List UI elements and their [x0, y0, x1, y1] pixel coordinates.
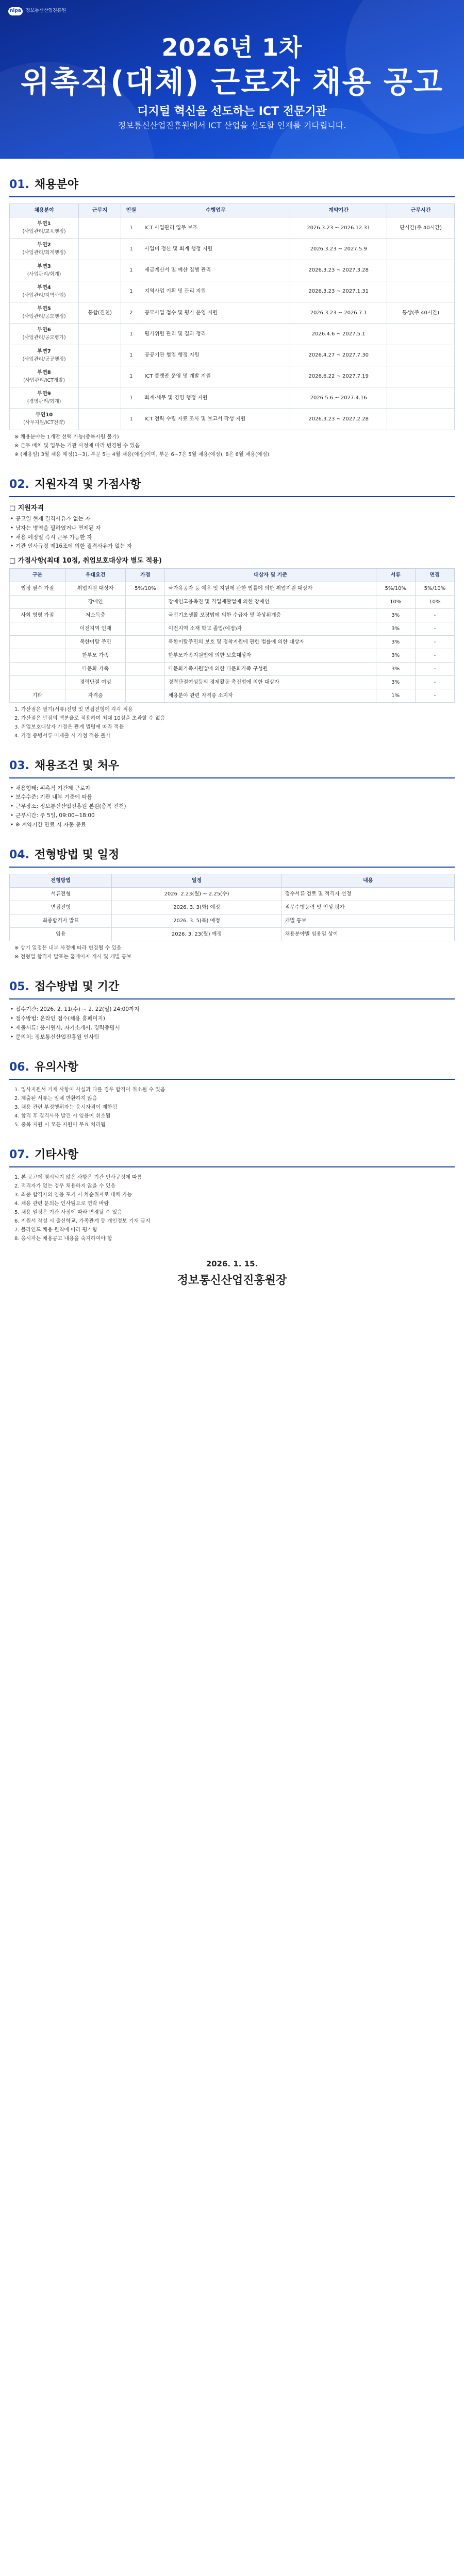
duty-cell: 공모사업 접수 및 평가 운영 지원 [141, 302, 290, 324]
bonus-itv-cell: 10% [415, 595, 454, 608]
section-number: 06. [9, 1061, 29, 1074]
section-title: 채용조건 및 처우 [34, 759, 120, 772]
note-text: 3. 취업보호대상자 가점은 관계 법령에 따라 적용 [14, 724, 124, 730]
hours-cell [387, 366, 455, 387]
period-cell: 2026.6.22 ~ 2027.7.19 [290, 366, 387, 387]
duty-cell: 공공기관 협업 행정 지원 [141, 345, 290, 366]
duty-cell: 지역사업 기획 및 관리 지원 [141, 281, 290, 302]
bonus-req-cell: 북한이탈 주민 [65, 635, 126, 649]
announcement-year: 2026년 1차 [161, 33, 303, 61]
etc-item: 3. 최종 합격자의 임용 포기 시 차순위자로 대체 가능 [14, 1192, 132, 1198]
date-cell: 2026. 3. 23(월) 예정 [112, 928, 281, 941]
table-row [10, 622, 455, 635]
etc-item: 6. 지원서 작성 시 출신학교, 가족관계 등 개인정보 기재 금지 [14, 1218, 151, 1225]
condition-item: • 근무장소: 정보통신산업진흥원 본원(충북 진천) [9, 803, 455, 811]
bonus-doc-cell: 1% [376, 689, 415, 702]
section-number: 02. [9, 478, 29, 491]
announcement-title: 위촉직(대체) 근로자 채용 공고 [21, 64, 443, 99]
etc-item: 2. 적격자가 없는 경우 채용하지 않을 수 있음 [14, 1183, 116, 1190]
position-cell [10, 260, 79, 281]
bonus-pts-cell [126, 635, 165, 649]
bonus-grp-cell: 법정 필수 가점 [10, 582, 65, 595]
column-header: 수행업무 [141, 204, 290, 217]
period-cell: 2026.3.23 ~ 2027.1.31 [290, 281, 387, 302]
table-row [10, 281, 455, 302]
recruitment-table [9, 204, 455, 430]
headcount-cell: 1 [121, 281, 141, 302]
duty-cell: 평가위원 관리 및 결과 정리 [141, 324, 290, 345]
bonus-desc-cell: 장애인고용촉진 및 직업재활법에 의한 장애인 [165, 595, 376, 608]
bonus-pts-cell [126, 595, 165, 608]
table-row [10, 409, 455, 430]
bonus-desc-cell: 채용분야 관련 자격증 소지자 [165, 689, 376, 702]
table-row [10, 345, 455, 366]
bonus-req-cell: 취업지원 대상자 [65, 582, 126, 595]
position-name: 부연5 [37, 306, 51, 312]
date-cell: 2026. 2.23(월) ~ 2.25(수) [112, 888, 281, 901]
hours-cell [387, 281, 455, 302]
position-name: 부연8 [37, 369, 51, 376]
condition-item: • 보수수준: 기관 내부 기준에 따름 [9, 793, 455, 802]
position-dept: (사업관리/공공행정) [22, 356, 66, 362]
description-cell: 개별 통보 [281, 914, 454, 928]
bonus-grp-cell [10, 635, 65, 649]
column-header: 전형방법 [10, 874, 112, 888]
table-row [10, 649, 455, 662]
duty-cell: 사업비 정산 및 회계 행정 지원 [141, 239, 290, 260]
headcount-cell: 1 [121, 409, 141, 430]
bonus-desc-cell: 국민기초생활 보장법에 의한 수급자 및 차상위계층 [165, 608, 376, 622]
position-cell [10, 345, 79, 366]
section-application [9, 978, 455, 1041]
hours-cell [387, 345, 455, 366]
location-cell [79, 345, 121, 366]
condition-item: • 근무시간: 주 5일, 09:00~18:00 [9, 812, 455, 820]
bonus-req-cell: 다문화 가족 [65, 662, 126, 675]
bonus-req-cell: 장애인 [65, 595, 126, 608]
table-row [10, 387, 455, 409]
period-cell: 2026.3.23 ~ 2027.3.28 [290, 260, 387, 281]
section-header [9, 846, 455, 868]
bonus-desc-cell: 북한이탈주민의 보호 및 정착지원에 관한 법률에 의한 대상자 [165, 635, 376, 649]
note-text: ※ (채용일) 3월 채용 예정(1~3), 부문 5는 4월 채용(예정)이며, 부문 6~7은 5월 채용(예정), 8은 6월 채용(예정) [14, 451, 270, 457]
etc-item: 8. 응시자는 채용공고 내용을 숙지하여야 함 [14, 1236, 112, 1242]
hero-caption: 정보통신산업진흥원에서 ICT 산업을 선도할 인재를 기다립니다. [118, 121, 346, 130]
duty-cell: ICT 플랫폼 운영 및 개발 지원 [141, 366, 290, 387]
bonus-pts-cell [126, 608, 165, 622]
section-title: 기타사항 [34, 1148, 78, 1162]
notice-item: 2. 제출된 서류는 일체 반환하지 않음 [14, 1096, 97, 1102]
etc-item: 7. 블라인드 채용 원칙에 따라 평가함 [14, 1227, 97, 1233]
position-dept: (사업관리/공모평가) [22, 335, 66, 341]
table-row [10, 608, 455, 622]
section-screening [9, 846, 455, 961]
schedule-table [9, 874, 455, 941]
etc-item: 4. 채용 관련 문의는 인사팀으로 연락 바람 [14, 1201, 109, 1207]
section-title: 접수방법 및 기간 [34, 980, 120, 994]
position-name: 부연2 [37, 242, 51, 248]
bonus-doc-cell: 10% [376, 595, 415, 608]
position-cell [10, 217, 79, 239]
table-row [10, 260, 455, 281]
qualification-item: • 공고일 현재 결격사유가 없는 자 [9, 515, 455, 523]
position-dept: (사업관리/공모행정) [22, 314, 66, 319]
column-header: 구분 [10, 568, 65, 582]
column-header: 채용분야 [10, 204, 79, 217]
duty-cell: 회계·세무 및 경영 행정 지원 [141, 387, 290, 409]
position-name: 부연9 [37, 391, 51, 397]
subsection-title: □ 가점사항(최대 10점, 취업보호대상자 별도 적용) [9, 557, 162, 565]
note-text: 1. 가산점은 필기(서류)전형 및 면접전형에 각각 적용 [14, 706, 133, 713]
bonus-desc-cell: 경력단절여성등의 경제활동 촉진법에 의한 대상자 [165, 675, 376, 689]
bonus-req-cell: 저소득층 [65, 608, 126, 622]
bonus-desc-cell: 국가유공자 등 예우 및 지원에 관한 법률에 의한 취업지원 대상자 [165, 582, 376, 595]
period-cell: 2026.4.6 ~ 2027.5.1 [290, 324, 387, 345]
position-cell [10, 366, 79, 387]
table-row [10, 595, 455, 608]
position-dept: (사무지원/ICT전략) [23, 420, 65, 426]
bonus-pts-cell: 5%/10% [126, 582, 165, 595]
hours-cell [387, 260, 455, 281]
hours-cell [387, 239, 455, 260]
note-text: ※ 채용분야는 1개만 선택 가능(중복지원 불가) [14, 434, 119, 440]
bonus-doc-cell: 3% [376, 662, 415, 675]
section-title: 지원자격 및 가점사항 [34, 478, 141, 491]
bonus-itv-cell: - [415, 622, 454, 635]
headcount-cell: 1 [121, 366, 141, 387]
bonus-grp-cell [10, 595, 65, 608]
table-row [10, 675, 455, 689]
notice-item: 5. 중복 지원 시 모든 지원이 무효 처리됨 [14, 1122, 106, 1128]
bonus-pts-cell [126, 675, 165, 689]
location-cell [79, 387, 121, 409]
position-cell [10, 409, 79, 430]
position-cell [10, 302, 79, 324]
hours-cell [387, 409, 455, 430]
column-header: 계약기간 [290, 204, 387, 217]
bonus-pts-cell [126, 649, 165, 662]
bonus-itv-cell: 5%/10% [415, 582, 454, 595]
logo-mark: nipa [8, 7, 23, 15]
table-row [10, 662, 455, 675]
section-header [9, 757, 455, 778]
bonus-grp-cell [10, 662, 65, 675]
footer [9, 1258, 455, 1304]
position-dept: (사업관리/교육행정) [22, 229, 66, 234]
condition-item: • ※ 계약기간 만료 시 자동 종료 [9, 821, 455, 829]
step-cell: 서류전형 [10, 888, 112, 901]
description-cell: 채용분야별 임용일 상이 [281, 928, 454, 941]
section-number: 04. [9, 849, 29, 862]
position-cell [10, 239, 79, 260]
column-header: 우대요건 [65, 568, 126, 582]
table-row [10, 324, 455, 345]
bonus-grp-cell: 기타 [10, 689, 65, 702]
bonus-pts-cell [126, 622, 165, 635]
bonus-req-cell: 경력단절 여성 [65, 675, 126, 689]
section-title: 채용분야 [34, 178, 78, 191]
bonus-doc-cell: 3% [376, 649, 415, 662]
period-cell: 2026.3.23 ~ 2026.12.31 [290, 217, 387, 239]
section-title: 유의사항 [34, 1061, 78, 1074]
subsection-title: □ 지원자격 [9, 504, 44, 512]
section-notes [9, 1059, 455, 1129]
bonus-doc-cell: 3% [376, 622, 415, 635]
section-number: 07. [9, 1148, 29, 1162]
application-item: • 접수방법: 온라인 접수(채용 홈페이지) [9, 1015, 455, 1023]
table-row [10, 366, 455, 387]
bonus-doc-cell: 3% [376, 675, 415, 689]
hours-cell [387, 387, 455, 409]
column-header: 면접 [415, 568, 454, 582]
duty-cell: ICT 사업관리 업무 보조 [141, 217, 290, 239]
column-header: 근무시간 [387, 204, 455, 217]
note-text: 2. 가산점은 만점의 백분율로 적용하며 최대 10점을 초과할 수 없음 [14, 715, 165, 721]
description-cell: 직무수행능력 및 인성 평가 [281, 901, 454, 914]
section-header [9, 176, 455, 197]
table-row [10, 582, 455, 595]
column-header: 대상자 및 기준 [165, 568, 376, 582]
table-row [10, 888, 455, 901]
table-row [10, 914, 455, 928]
bonus-doc-cell: 5%/10% [376, 582, 415, 595]
position-name: 부연1 [37, 221, 51, 227]
headcount-cell: 2 [121, 302, 141, 324]
hours-cell: 단시간(주 40시간) [387, 217, 455, 239]
section-number: 03. [9, 759, 29, 772]
column-header: 근무지 [79, 204, 121, 217]
position-cell [10, 324, 79, 345]
hero-banner [0, 0, 464, 159]
position-dept: (경영관리/회계) [27, 399, 61, 404]
hours-cell [387, 324, 455, 345]
table-row [10, 689, 455, 702]
qualification-item: • 채용 예정일 즉시 근무 가능한 자 [9, 534, 455, 542]
period-cell: 2026.3.23 ~ 2027.2.28 [290, 409, 387, 430]
qualification-item: • 기관 인사규정 제16조에 의한 결격사유가 없는 자 [9, 543, 455, 551]
bonus-itv-cell: - [415, 635, 454, 649]
org-logo [8, 7, 66, 15]
bonus-pts-cell [126, 689, 165, 702]
section-header [9, 1059, 455, 1080]
bonus-desc-cell: 한부모가족지원법에 의한 보호대상자 [165, 649, 376, 662]
table-row [10, 901, 455, 914]
bonus-itv-cell: - [415, 689, 454, 702]
bonus-itv-cell: - [415, 662, 454, 675]
location-cell [79, 217, 121, 239]
bonus-req-cell: 자격증 [65, 689, 126, 702]
column-header: 내용 [281, 874, 454, 888]
application-item: • 제출서류: 응시원서, 자기소개서, 경력증명서 [9, 1024, 455, 1032]
table-row [10, 302, 455, 324]
bonus-req-cell: 한부모 가족 [65, 649, 126, 662]
position-name: 부연7 [37, 348, 51, 354]
section-title: 전형방법 및 일정 [34, 849, 120, 862]
hours-cell: 통상(주 40시간) [387, 302, 455, 324]
column-header: 서류 [376, 568, 415, 582]
footer-org: 정보통신산업진흥원장 [177, 1274, 287, 1287]
step-cell: 최종합격자 발표 [10, 914, 112, 928]
position-name: 부연3 [37, 263, 51, 269]
position-name: 부연4 [37, 284, 51, 291]
bonus-doc-cell: 3% [376, 635, 415, 649]
section-conditions [9, 757, 455, 829]
headcount-cell: 1 [121, 239, 141, 260]
column-header: 일정 [112, 874, 281, 888]
position-dept: (사업관리/ICT개발) [23, 377, 65, 383]
location-cell [79, 366, 121, 387]
date-cell: 2026. 3. 5(목) 예정 [112, 914, 281, 928]
step-cell: 임용 [10, 928, 112, 941]
etc-item: 5. 채용 일정은 기관 사정에 따라 변경될 수 있음 [14, 1210, 122, 1216]
headcount-cell: 1 [121, 260, 141, 281]
position-dept: (사업관리/지역사업) [22, 292, 66, 298]
headcount-cell: 1 [121, 387, 141, 409]
application-item: • 접수기간: 2026. 2. 11(수) ~ 2. 22(일) 24:00까지 [9, 1006, 455, 1014]
bonus-desc-cell: 이전지역 소재 학교 졸업(예정)자 [165, 622, 376, 635]
column-header: 인원 [121, 204, 141, 217]
section-header [9, 978, 455, 999]
condition-item: • 채용형태: 위촉직 기간제 근로자 [9, 785, 455, 793]
bonus-itv-cell: - [415, 608, 454, 622]
note-text: ※ 전형별 합격자 발표는 홈페이지 게시 및 개별 통보 [14, 954, 132, 960]
notice-item: 3. 채용 관련 부정행위자는 응시자격이 제한됨 [14, 1105, 118, 1111]
period-cell: 2026.5.6 ~ 2027.4.16 [290, 387, 387, 409]
location-cell [79, 260, 121, 281]
location-cell [79, 281, 121, 302]
description-cell: 접수서류 검토 및 적격자 선정 [281, 888, 454, 901]
note-text: ※ 상기 일정은 내부 사정에 따라 변경될 수 있음 [14, 945, 122, 952]
duty-cell: ICT 전략 수립 자료 조사 및 보고서 작성 지원 [141, 409, 290, 430]
notice-item: 4. 합격 후 결격사유 발견 시 임용이 취소됨 [14, 1113, 111, 1120]
position-dept: (사업관리/회계행정) [22, 250, 66, 256]
headcount-cell: 1 [121, 324, 141, 345]
footer-date: 2026. 1. 15. [206, 1259, 258, 1269]
bonus-desc-cell: 다문화가족지원법에 의한 다문화가족 구성원 [165, 662, 376, 675]
note-text: 4. 가점 증빙서류 미제출 시 가점 적용 불가 [14, 733, 111, 739]
bonus-doc-cell: 3% [376, 608, 415, 622]
section-header [9, 476, 455, 497]
bonus-points-table [9, 568, 455, 703]
location-cell [79, 324, 121, 345]
application-item: • 문의처: 정보통신산업진흥원 인사팀 [9, 1033, 455, 1042]
section-qualifications [9, 476, 455, 740]
position-name: 부연6 [37, 327, 51, 333]
section-recruitment-fields [9, 176, 455, 459]
period-cell: 2026.4.27 ~ 2027.7.30 [290, 345, 387, 366]
table-row [10, 239, 455, 260]
period-cell: 2026.3.23 ~ 2027.5.9 [290, 239, 387, 260]
location-cell [79, 239, 121, 260]
table-row [10, 217, 455, 239]
table-row [10, 635, 455, 649]
headcount-cell: 1 [121, 345, 141, 366]
bonus-grp-cell: 사회 형평 가점 [10, 608, 65, 622]
note-text: ※ 근무 배치 및 업무는 기관 사정에 따라 변경될 수 있음 [14, 443, 140, 449]
position-cell [10, 281, 79, 302]
section-header [9, 1146, 455, 1167]
bonus-grp-cell [10, 622, 65, 635]
bonus-req-cell: 이전지역 인재 [65, 622, 126, 635]
date-cell: 2026. 3. 3(화) 예정 [112, 901, 281, 914]
position-name: 부연10 [35, 412, 53, 418]
duty-cell: 세금계산서 및 예산 집행 관리 [141, 260, 290, 281]
bonus-grp-cell [10, 675, 65, 689]
bonus-grp-cell [10, 649, 65, 662]
section-etc [9, 1146, 455, 1243]
step-cell: 면접전형 [10, 901, 112, 914]
logo-text: 정보통신산업진흥원 [26, 8, 67, 14]
bonus-itv-cell: - [415, 675, 454, 689]
table-row [10, 928, 455, 941]
notice-item: 1. 입사지원서 기재 사항이 사실과 다를 경우 합격이 취소될 수 있음 [14, 1087, 165, 1093]
bonus-itv-cell: - [415, 649, 454, 662]
column-header: 가점 [126, 568, 165, 582]
position-dept: (사업관리/회계) [27, 271, 61, 277]
period-cell: 2026.3.23 ~ 2026.7.1 [290, 302, 387, 324]
location-cell: 통합(진천) [79, 302, 121, 324]
hero-subtitle: 디지털 혁신을 선도하는 ICT 전문기관 [137, 105, 327, 118]
section-number: 01. [9, 178, 29, 191]
position-cell [10, 387, 79, 409]
bonus-pts-cell [126, 662, 165, 675]
headcount-cell: 1 [121, 217, 141, 239]
qualification-item: • 남자는 병역을 필하였거나 면제된 자 [9, 524, 455, 533]
section-number: 05. [9, 980, 29, 994]
etc-item: 1. 본 공고에 명시되지 않은 사항은 기관 인사규정에 따름 [14, 1175, 142, 1181]
location-cell [79, 409, 121, 430]
